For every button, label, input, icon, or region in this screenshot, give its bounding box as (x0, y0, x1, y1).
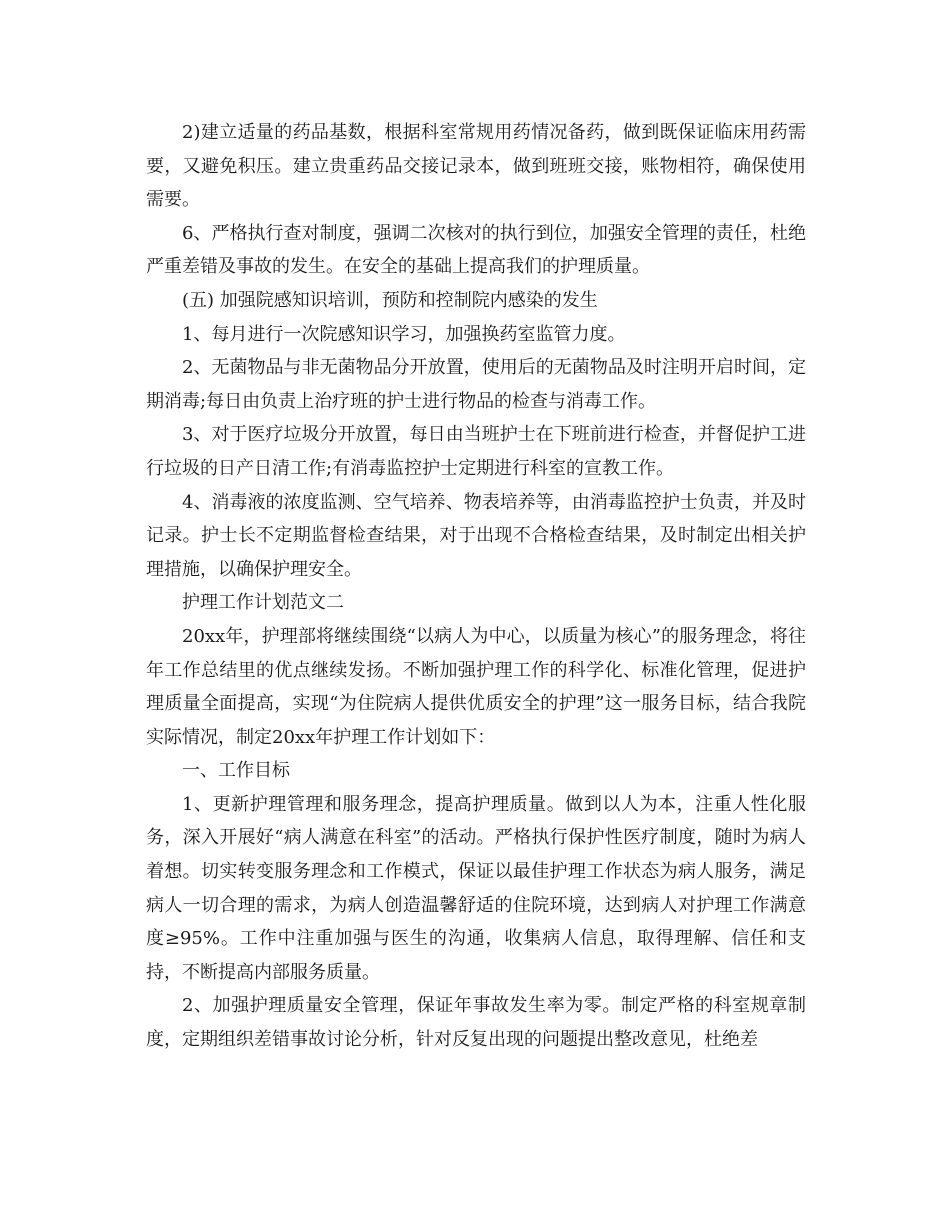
paragraph-monthly-training: 1、每月进行一次院感知识学习，加强换药室监管力度。 (182, 323, 626, 345)
section-heading-work-goals: 一、工作目标 (182, 760, 290, 782)
paragraph-medical-waste: 3、对于医疗垃圾分开放置，每日由当班护士在下班前进行检查，并督促护工进行垃圾的日产日清工作;有消毒监控护士定期进行科室的宣教工作。 (146, 424, 806, 479)
section-heading-sample-two: 护理工作计划范文二 (182, 592, 344, 614)
paragraph-goal-safety-management: 2、加强护理质量安全管理，保证年事故发生率为零。制定严格的科室规章制度，定期组织差错事故讨论分析，针对反复出现的问题提出整改意见，杜绝差 (146, 995, 806, 1051)
paragraph-sterile-items: 2、无菌物品与非无菌物品分开放置，使用后的无菌物品及时注明开启时间，定期消毒;每日由负责上治疗班的护士进行物品的检查与消毒工作。 (146, 357, 806, 412)
paragraph-drug-stock: 2)建立适量的药品基数，根据科室常规用药情况备药，做到既保证临床用药需要，又避免积压。建立贵重药品交接记录本，做到班班交接，账物相符，确保使用需要。 (146, 122, 806, 211)
paragraph-annual-plan-intro: 20xx年，护理部将继续围绕“以病人为中心，以质量为核心”的服务理念，将往年工作总结里的优点继续发扬。不断加强护理工作的科学化、标准化管理，促进护理质量全面提高，实现“为住院病人提供优质安全的护理”这一服务目标，结合我院实际情况，制定20xx年护理工作计划如下： (146, 625, 806, 748)
paragraph-verification-system: 6、严格执行查对制度，强调二次核对的执行到位，加强安全管理的责任，杜绝严重差错及事故的发生。在安全的基础上提高我们的护理质量。 (146, 222, 806, 278)
document-body (146, 116, 806, 1057)
paragraph-goal-service-concept: 1、更新护理管理和服务理念，提高护理质量。做到以人为本，注重人性化服务，深入开展好“病人满意在科室”的活动。严格执行保护性医疗制度，随时为病人着想。切实转变服务理念和工作模式，保证以最佳护理工作状态为病人服务，满足病人一切合理的需求，为病人创造温馨舒适的住院环境，达到病人对护理工作满意度≥95%。工作中注重加强与医生的沟通，收集病人信息，取得理解、信任和支持，不断提高内部服务质量。 (146, 793, 806, 983)
paragraph-disinfectant-monitoring: 4、消毒液的浓度监测、空气培养、物表培养等，由消毒监控护士负责，并及时记录。护士长不定期监督检查结果，对于出现不合格检查结果，及时制定出相关护理措施，以确保护理安全。 (146, 491, 806, 580)
section-heading-infection-training: (五) 加强院感知识培训，预防和控制院内感染的发生 (182, 289, 598, 311)
